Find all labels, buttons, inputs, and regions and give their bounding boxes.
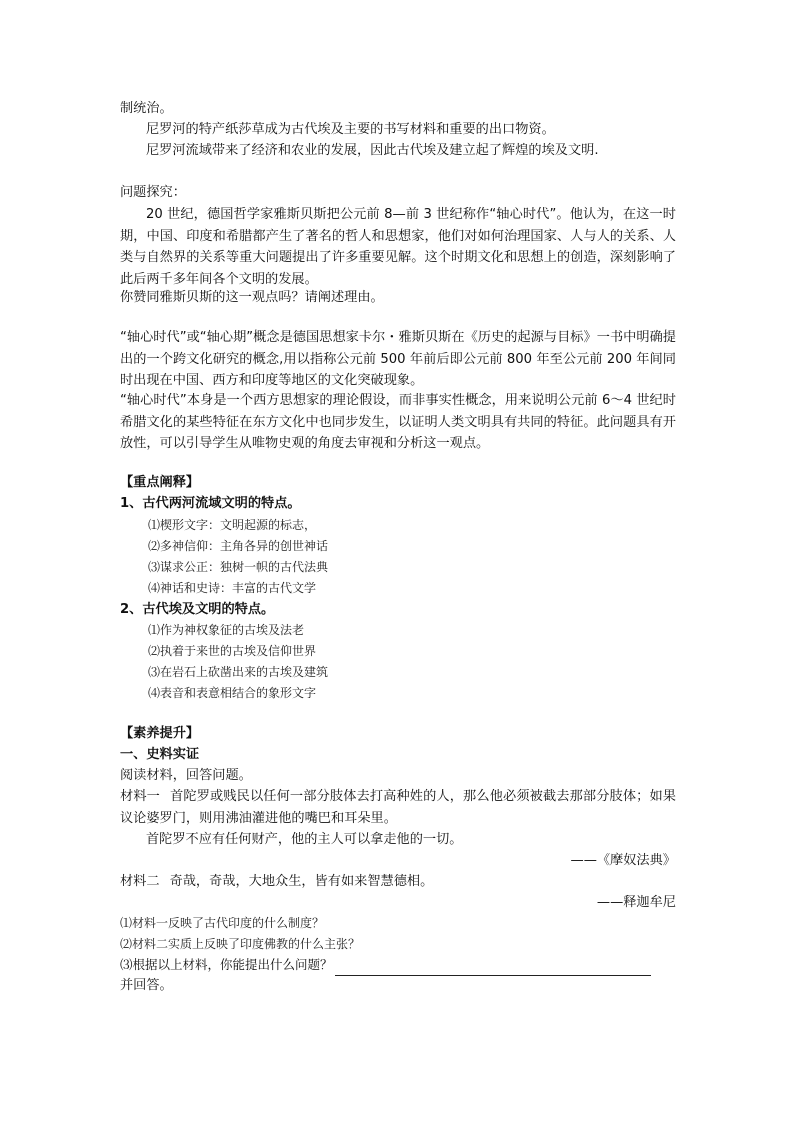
keypoint-item: ⑶谋求公正：独树一帜的古代法典 xyxy=(148,560,329,574)
keypoints-heading-2: 2、古代埃及文明的特点。 xyxy=(120,602,275,617)
literacy-section: 一、史料实证 xyxy=(120,747,200,762)
material-2-source: ——释迦牟尼 xyxy=(596,895,676,910)
question-1: ⑴材料一反映了古代印度的什么制度？ xyxy=(120,916,325,930)
inquiry-question: 你赞同雅斯贝斯的这一观点吗？请阐述理由。 xyxy=(120,290,384,305)
keypoint-item: ⑴作为神权象征的古埃及法老 xyxy=(148,623,305,637)
inquiry-answer-2: “轴心时代”本身是一个西方思想家的理论假设，而非事实性概念，用来说明公元前 6～4 世纪时希腊文化的某些特征在东方文化中也同步发生，以证明人类文明具有共同的特征。此问题具有开放性，可以引导学生从唯物史观的角度去审视和分析这一观点。 xyxy=(120,393,676,451)
keypoint-item: ⑷神话和史诗：丰富的古代文学 xyxy=(148,581,317,595)
material-2-text: 奇哉，奇哉，大地众生，皆有如来智慧德相。 xyxy=(169,874,434,889)
inquiry-paragraph: 20 世纪，德国哲学家雅斯贝斯把公元前 8—前 3 世纪称作“轴心时代”。他认为，在这一时期，中国、印度和希腊都产生了著名的哲人和思想家，他们对如何治理国家、人与人的关系、人类与自然界的关系等重大问题提出了许多重要见解。这个时期文化和思想上的创造，深刻影响了此后两千多年间各个文明的发展。 xyxy=(120,207,676,287)
question-3 xyxy=(120,954,676,976)
literacy-instruction: 阅读材料，回答问题。 xyxy=(120,768,252,783)
keypoints-heading-1: 1、古代两河流域文明的特点。 xyxy=(120,496,301,511)
intro-line-1: 制统治。 xyxy=(120,101,173,116)
intro-line-3: 尼罗河流域带来了经济和农业的发展，因此古代埃及建立起了辉煌的埃及文明. xyxy=(146,143,599,158)
material-2-label: 材料二 xyxy=(120,874,160,889)
material-1-text: 首陀罗或贱民以任何一部分肢体去打高种姓的人，那么他必须被截去那部分肢体；如果议论婆罗门，则用沸油灌进他的嘴巴和耳朵里。 xyxy=(120,789,676,826)
keypoint-item: ⑵多神信仰：主角各异的创世神话 xyxy=(148,539,329,553)
keypoint-item: ⑶在岩石上砍凿出来的古埃及建筑 xyxy=(148,665,329,679)
material-1 xyxy=(120,786,676,829)
keypoint-item: ⑴楔形文字：文明起源的标志， xyxy=(148,518,317,532)
material-1-source: ——《摩奴法典》 xyxy=(570,853,676,868)
question-2: ⑵材料二实质上反映了印度佛教的什么主张？ xyxy=(120,937,361,951)
literacy-title: 【素养提升】 xyxy=(120,726,200,741)
keypoint-item: ⑵执着于来世的古埃及信仰世界 xyxy=(148,644,317,658)
question-3-tail: 并回答。 xyxy=(120,978,173,993)
keypoints-title: 【重点阐释】 xyxy=(120,475,200,490)
keypoint-item: ⑷表音和表意相结合的象形文字 xyxy=(148,686,317,700)
material-1-extra: 首陀罗不应有任何财产，他的主人可以拿走他的一切。 xyxy=(146,832,463,847)
material-2 xyxy=(120,871,676,893)
answer-blank[interactable] xyxy=(335,961,651,976)
intro-line-2: 尼罗河的特产纸莎草成为古代埃及主要的书写材料和重要的出口物资。 xyxy=(146,122,555,137)
question-3-text: ⑶根据以上材料，你能提出什么问题？ xyxy=(120,957,333,972)
inquiry-answer-1: “轴心时代”或“轴心期”概念是德国思想家卡尔・雅斯贝斯在《历史的起源与目标》一书中明确提出的一个跨文化研究的概念,用以指称公元前 500 年前后即公元前 800 年至公元前 200 年间同时出现在中国、西方和印度等地区的文化突破现象。 xyxy=(120,330,676,388)
material-1-label: 材料一 xyxy=(120,789,160,804)
inquiry-title: 问题探究： xyxy=(120,185,186,200)
